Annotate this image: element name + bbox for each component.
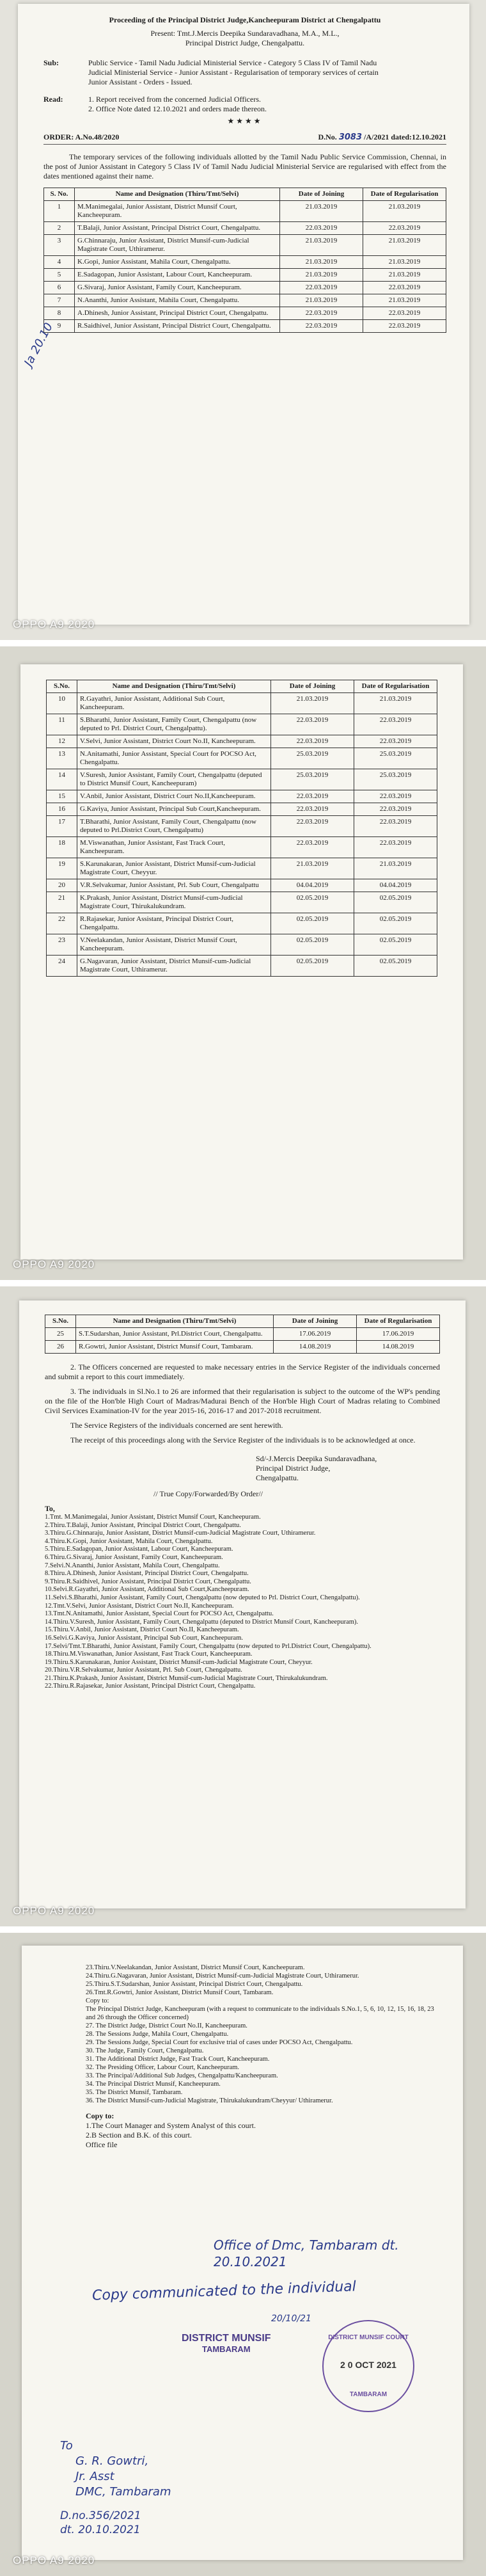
row-sno: 15 xyxy=(47,790,77,803)
recipient-item: 3.Thiru.G.Chinnaraju, Junior Assistant, District Munsif-cum-Judicial Magistrate Court, Uthiramerur. xyxy=(45,1530,316,1537)
table-body xyxy=(47,693,437,977)
table-body xyxy=(44,201,446,333)
recipient-list-continued xyxy=(86,1964,444,2105)
stamp-line: TAMBARAM xyxy=(201,2344,251,2354)
recipient-item: 16.Selvi.G.Kaviya, Junior Assistant, Principal Sub Court, Kancheepuram. xyxy=(45,1634,244,1642)
paragraph-3: 3. The individuals in Sl.No.1 to 26 are informed that their regularisation is subject to the outcome of the WP's pending on the file of the Hon'ble High Court of Madras/Madurai Bench of the Hon'ble High Court of Madras relating to Combined Civil Services Examination-IV for the year 2015-16, 2016-17 and 2017-2018 recruitment. xyxy=(45,1387,440,1415)
margin-handwritten-note: Ja 20.10 xyxy=(22,321,56,369)
header-name: Name and Designation (Thiru/Tmt/Selvi) xyxy=(76,1315,274,1328)
paragraph-acknowledge: The receipt of this proceedings along with the Service Register of the individuals is to be acknowledged at once. xyxy=(70,1436,416,1444)
recipient-item: 30. The Judge, Family Court, Chengalpattu. xyxy=(86,2047,204,2054)
header-joining: Date of Joining xyxy=(274,1315,357,1328)
hand-line: D.no.356/2021 xyxy=(60,2509,141,2522)
table-row xyxy=(44,294,446,307)
hand-line: G. R. Gowtri, xyxy=(75,2454,149,2468)
table-row xyxy=(47,956,437,977)
row-sno: 24 xyxy=(47,956,77,977)
table-body xyxy=(45,1328,440,1354)
table-row xyxy=(44,222,446,235)
row-date-regularisation: 22.03.2019 xyxy=(363,282,446,294)
header-sno: S.No. xyxy=(45,1315,76,1328)
recipient-item: 20.Thiru.V.R.Selvakumar, Junior Assistant, Prl. Sub Court, Chengalpattu. xyxy=(45,1667,242,1674)
recipient-item: 7.Selvi.N.Ananthi, Junior Assistant, Mahila Court, Chengalpattu. xyxy=(45,1562,220,1569)
copy-to-label: Copy to: xyxy=(86,2111,114,2120)
row-name-designation: V.Neelakandan, Junior Assistant, District Munsif Court, Kancheepuram. xyxy=(77,934,271,956)
document-page-3 xyxy=(19,1300,466,1908)
signature-block xyxy=(256,1454,440,1483)
row-name-designation: V.Anbil, Junior Assistant, District Court No.II,Kancheepuram. xyxy=(77,790,271,803)
row-date-regularisation: 22.03.2019 xyxy=(363,320,446,333)
stamp-line: DISTRICT MUNSIF xyxy=(182,2333,271,2344)
row-date-regularisation: 21.03.2019 xyxy=(354,858,437,879)
to-label: To, xyxy=(45,1504,55,1513)
document-page-2 xyxy=(20,664,463,1260)
table-row xyxy=(44,201,446,222)
photo-page-4 xyxy=(0,1933,486,2576)
recipient-item: 5.Thiru.E.Sadagopan, Junior Assistant, Labour Court, Kancheepuram. xyxy=(45,1546,233,1553)
paragraph-service-register: The Service Registers of the individuals concerned are sent herewith. xyxy=(70,1421,283,1430)
order-dno-handwritten: 3083 xyxy=(338,132,362,142)
table-row xyxy=(47,892,437,913)
subject-text: Public Service - Tamil Nadu Judicial Ministerial Service - Category 5 Class IV of Tamil Nadu Judicial Ministerial Service - Junior Assistant - Regularisation of temporary services of certain Junior Assistant - Orders - Issued. xyxy=(88,58,379,86)
table-row xyxy=(47,913,437,934)
table-row xyxy=(47,934,437,956)
row-name-designation: R.Rajasekar, Junior Assistant, Principal District Court, Chengalpattu. xyxy=(77,913,271,934)
row-name-designation: T.Balaji, Junior Assistant, Principal District Court, Chengalpattu. xyxy=(75,222,280,235)
row-sno: 11 xyxy=(47,714,77,735)
table-row xyxy=(44,269,446,282)
table-row xyxy=(45,1328,440,1341)
document-page-1: Proceeding of the Principal District Judge,Kancheepuram District at Chengalpattu Present: Tmt.J.Mercis Deepika Sundaravadhana, M.A., M.L., Principal District Judge, Chengalpattu. Sub: Public Service - Tamil Nadu Judicial Ministerial Service - Category 5 Class IV of Tamil Nadu Judicial Ministerial Service - Junior Assistant - Regularisation of temporary services of certain Junior Assistant - Orders - Issued. Read: 1. Report received from the concerned Judicial Officers. 2. Office Note dated 12.10.2021 and orders made thereon. ★★★★ ORDER: A.No.48/2020 D.No. 3083 /A/2021 dated:12.10.2021 The temporary services of the following individuals allotted by the Tamil Nadu Public Service Commission, Chennai, in the post of Junior Assistant in Category 5 Class IV of Tamil Nadu Judicial Ministerial Service are regularised with effect from the dates mentioned against their name. S. No. Name and Designation (Thiru/Tmt/Selvi) Date of Joining Date of Regularisation 1 M.Manimegalai, Junior Assistant, District Munsif Court, Kancheepuram. 21.03.2019 21.03.2019 2 T.Balaji, Junior Assistant, Principal District Court, Chengalpattu. 22.03.2019 22.03.2019 3 G.Chinnaraju, Junior Assistant, District Munsif-cum-Judicial Magistrate Court, Uthiramerur. 21.03.2019 21.03.2019 4 K.Gopi, Junior Assistant, Mahila Court, Chengalpattu. 21.03.2019 21.03.2019 5 E.Sadagopan, Junior Assistant, Labour Court, Kancheepuram. 21.03.2019 21.03.2019 6 G.Sivaraj, Junior Assistant, Family Court, Kancheepuram. 22.03.2019 22.03.2019 7 N.Ananthi, Junior Assistant, Mahila Court, Chengalpattu. 21.03.2019 21.03.2019 8 A.Dhinesh, Junior Assistant, Principal District Court, Chengalpattu. 22.03.2019 22.03.2019 9 R.Saidhivel, Junior Assistant, Principal District Court, Chengalpattu. 22.03.2019 22.03.2019 Ja 20.10 xyxy=(18,4,469,625)
recipient-item: 25.Thiru.S.T.Sudarshan, Junior Assistant, Principal District Court, Chengalpattu. xyxy=(86,1981,303,1988)
recipient-item: 13.Tmt.N.Anitamathi, Junior Assistant, Special Court for POCSO Act, Chengalpattu. xyxy=(45,1610,274,1618)
row-date-regularisation: 04.04.2019 xyxy=(354,879,437,892)
camera-watermark: OPPO A9 2020 xyxy=(13,2554,95,2566)
office-file: Office file xyxy=(86,2140,118,2149)
row-date-joining: 22.03.2019 xyxy=(271,790,354,803)
table-row xyxy=(44,256,446,269)
recipient-item: 34. The Principal District Munsif, Kancheepuram. xyxy=(86,2081,221,2088)
recipient-item: The Principal District Judge, Kancheepuram (with a request to communicate to the individuals S.No.1, 5, 6, 10, 12, 15, 16, 18, 23 and 26 through the Officer concerned) xyxy=(86,2006,434,2021)
recipient-item: 11.Selvi.S.Bharathi, Junior Assistant, Family Court, Chengalpattu (now deputed to Prl. District Court, Chengalpattu). xyxy=(45,1594,360,1601)
row-sno: 2 xyxy=(44,222,75,235)
header-name: Name and Designation (Thiru/Tmt/Selvi) xyxy=(77,680,271,693)
row-sno: 20 xyxy=(47,879,77,892)
row-date-regularisation: 17.06.2019 xyxy=(357,1328,440,1341)
row-date-regularisation: 02.05.2019 xyxy=(354,892,437,913)
recipient-item: 18.Thiru.M.Viswanathan, Junior Assistant, Fast Track Court, Kancheepuram. xyxy=(45,1651,253,1658)
handwritten-communication-note: Copy communicated to the individual xyxy=(91,2278,357,2304)
photo-page-2 xyxy=(0,646,486,1280)
table-row xyxy=(47,803,437,816)
table-row xyxy=(47,816,437,837)
recipient-item: 19.Thiru.S.Karunakaran, Junior Assistant, District Munsif-cum-Judicial Magistrate Court, Cheyyur. xyxy=(45,1658,313,1666)
row-name-designation: S.T.Sudarshan, Junior Assistant, Prl.District Court, Chengalpattu. xyxy=(76,1328,274,1341)
regularisation-table-2 xyxy=(46,680,437,977)
table-row xyxy=(44,282,446,294)
row-date-joining: 22.03.2019 xyxy=(271,735,354,748)
hand-line: To xyxy=(60,2439,73,2452)
header-name: Name and Designation (Thiru/Tmt/Selvi) xyxy=(75,188,280,201)
recipient-item: Copy to: xyxy=(86,1997,109,2004)
table-header-row xyxy=(44,188,446,201)
recipient-item: 26.Tmt.R.Gowtri, Junior Assistant, District Munsif Court, Tambaram. xyxy=(86,1989,274,1996)
read-list xyxy=(88,95,446,114)
row-name-designation: M.Manimegalai, Junior Assistant, District Munsif Court, Kancheepuram. xyxy=(75,201,280,222)
hand-line: DMC, Tambaram xyxy=(75,2485,171,2499)
copy-to-item: 2.B Section and B.K. of this court. xyxy=(86,2131,192,2140)
row-date-joining: 21.03.2019 xyxy=(280,201,363,222)
row-sno: 16 xyxy=(47,803,77,816)
row-date-regularisation: 25.03.2019 xyxy=(354,748,437,769)
row-date-regularisation: 02.05.2019 xyxy=(354,913,437,934)
row-name-designation: N.Ananthi, Junior Assistant, Mahila Court, Chengalpattu. xyxy=(75,294,280,307)
row-sno: 26 xyxy=(45,1341,76,1354)
header-regularisation: Date of Regularisation xyxy=(363,188,446,201)
row-name-designation: K.Prakash, Junior Assistant, District Munsif-cum-Judicial Magistrate Court, Thirukalukundram. xyxy=(77,892,271,913)
row-date-joining: 04.04.2019 xyxy=(271,879,354,892)
row-date-joining: 22.03.2019 xyxy=(280,222,363,235)
row-date-joining: 21.03.2019 xyxy=(271,858,354,879)
header-regularisation: Date of Regularisation xyxy=(357,1315,440,1328)
table-row xyxy=(47,879,437,892)
header-sno: S. No. xyxy=(44,188,75,201)
present-line: Present: Tmt.J.Mercis Deepika Sundaravadhana, M.A., M.L., xyxy=(150,29,340,38)
row-date-regularisation: 22.03.2019 xyxy=(354,714,437,735)
recipient-item: 10.Selvi.R.Gayathri, Junior Assistant, Additional Sub Court,Kancheepuram. xyxy=(45,1586,249,1594)
header-regularisation: Date of Regularisation xyxy=(354,680,437,693)
row-date-joining: 21.03.2019 xyxy=(271,693,354,714)
row-sno: 12 xyxy=(47,735,77,748)
row-name-designation: R.Saidhivel, Junior Assistant, Principal District Court, Chengalpattu. xyxy=(75,320,280,333)
row-sno: 25 xyxy=(45,1328,76,1341)
signature-line: Principal District Judge, xyxy=(256,1464,331,1473)
recipient-item: 36. The District Munsif-cum-Judicial Magistrate, Thirukalukundram/Cheyyur/ Uthiramerur. xyxy=(86,2097,333,2104)
row-sno: 8 xyxy=(44,307,75,320)
row-name-designation: R.Gowtri, Junior Assistant, District Munsif Court, Tambaram. xyxy=(76,1341,274,1354)
order-number: ORDER: A.No.48/2020 xyxy=(43,132,120,141)
row-date-joining: 22.03.2019 xyxy=(280,320,363,333)
row-name-designation: M.Viswanathan, Junior Assistant, Fast Track Court, Kancheepuram. xyxy=(77,837,271,858)
document-page-4 xyxy=(22,1946,463,2560)
row-sno: 14 xyxy=(47,769,77,790)
camera-watermark: OPPO A9 2020 xyxy=(13,618,95,630)
row-sno: 9 xyxy=(44,320,75,333)
copy-to-item: 1.The Court Manager and System Analyst of this court. xyxy=(86,2121,256,2130)
row-date-joining: 02.05.2019 xyxy=(271,892,354,913)
signature-line: Sd/-J.Mercis Deepika Sundaravadhana, xyxy=(256,1454,377,1463)
row-sno: 7 xyxy=(44,294,75,307)
row-date-joining: 17.06.2019 xyxy=(274,1328,357,1341)
table-row xyxy=(47,693,437,714)
row-date-regularisation: 22.03.2019 xyxy=(363,307,446,320)
row-name-designation: V.Suresh, Junior Assistant, Family Court, Chengalpattu (deputed to District Munsif Court, Kancheepuram) xyxy=(77,769,271,790)
row-sno: 17 xyxy=(47,816,77,837)
seal-bottom-text: TAMBARAM xyxy=(349,2391,388,2398)
table-header-row xyxy=(47,680,437,693)
proceeding-heading: Proceeding of the Principal District Judge,Kancheepuram District at Chengalpattu xyxy=(109,15,381,24)
recipient-item: 27. The District Judge, District Court No.II, Kancheepuram. xyxy=(86,2022,247,2029)
row-date-regularisation: 22.03.2019 xyxy=(354,790,437,803)
row-name-designation: G.Chinnaraju, Junior Assistant, District Munsif-cum-Judicial Magistrate Court, Uthiramerur. xyxy=(75,235,280,256)
recipient-item: 2.Thiru.T.Balaji, Junior Assistant, Principal District Court, Chengalpattu. xyxy=(45,1521,241,1529)
signature-line: Chengalpattu. xyxy=(256,1473,299,1482)
row-date-regularisation: 21.03.2019 xyxy=(363,235,446,256)
recipient-item: 21.Thiru.K.Prakash, Junior Assistant, District Munsif-cum-Judicial Magistrate Court, Thirukalukundram. xyxy=(45,1674,328,1682)
table-header-row xyxy=(45,1315,440,1328)
row-date-regularisation: 25.03.2019 xyxy=(354,769,437,790)
row-sno: 22 xyxy=(47,913,77,934)
row-sno: 5 xyxy=(44,269,75,282)
row-date-joining: 22.03.2019 xyxy=(280,282,363,294)
row-name-designation: G.Kaviya, Junior Assistant, Principal Sub Court,Kancheepuram. xyxy=(77,803,271,816)
row-date-regularisation: 21.03.2019 xyxy=(363,269,446,282)
recipient-item: 28. The Sessions Judge, Mahila Court, Chengalpattu. xyxy=(86,2031,229,2038)
hand-line: Jr. Asst xyxy=(75,2470,114,2483)
subject-block xyxy=(43,58,446,87)
table-row xyxy=(45,1341,440,1354)
row-date-regularisation: 22.03.2019 xyxy=(363,222,446,235)
table-row xyxy=(47,769,437,790)
order-body: The temporary services of the following individuals allotted by the Tamil Nadu Public Service Commission, Chennai, in the post of Junior Assistant in Category 5 Class IV of Tamil Nadu Judicial Ministerial Service are regularised with effect from the dates mentioned against their name. xyxy=(43,152,446,180)
row-date-regularisation: 21.03.2019 xyxy=(363,294,446,307)
subject-label: Sub: xyxy=(43,58,59,67)
row-date-joining: 21.03.2019 xyxy=(280,294,363,307)
row-date-joining: 22.03.2019 xyxy=(271,803,354,816)
handwritten-initial: 20/10/21 xyxy=(271,2314,311,2324)
recipient-item: 9.Thiru.R.Saidhivel, Junior Assistant, Principal District Court, Chengalpattu. xyxy=(45,1578,251,1585)
order-date: /A/2021 dated:12.10.2021 xyxy=(364,132,446,141)
read-block xyxy=(43,95,446,114)
header-joining: Date of Joining xyxy=(280,188,363,201)
row-sno: 13 xyxy=(47,748,77,769)
row-sno: 23 xyxy=(47,934,77,956)
read-label: Read: xyxy=(43,95,63,104)
recipient-item: 15.Thiru.V.Anbil, Junior Assistant, District Court No.II, Kancheepuram. xyxy=(45,1626,239,1634)
order-dno-label: D.No. xyxy=(318,132,337,141)
row-name-designation: S.Karunakaran, Junior Assistant, District Munsif-cum-Judicial Magistrate Court, Cheyyur. xyxy=(77,858,271,879)
photo-page-3 xyxy=(0,1286,486,1926)
read-item: 2. Office Note dated 12.10.2021 and orders made thereon. xyxy=(88,104,267,113)
handwritten-dno xyxy=(60,2509,141,2537)
row-sno: 4 xyxy=(44,256,75,269)
handwritten-office-note: Office of Dmc, Tambaram dt. 20.10.2021 xyxy=(214,2237,399,2269)
table-row xyxy=(47,748,437,769)
row-date-regularisation: 21.03.2019 xyxy=(363,256,446,269)
row-date-regularisation: 22.03.2019 xyxy=(354,803,437,816)
row-date-joining: 25.03.2019 xyxy=(271,748,354,769)
row-name-designation: G.Nagavaran, Junior Assistant, District Munsif-cum-Judicial Magistrate Court, Uthiramerur. xyxy=(77,956,271,977)
recipient-item: 14.Thiru.V.Suresh, Junior Assistant, Family Court, Chengalpattu (deputed to District Munsif Court, Kancheepuram). xyxy=(45,1618,359,1626)
row-sno: 3 xyxy=(44,235,75,256)
recipient-item: 23.Thiru.V.Neelakandan, Junior Assistant, District Munsif Court, Kancheepuram. xyxy=(86,1964,305,1971)
regularisation-table-1 xyxy=(43,188,446,333)
recipient-item: 31. The Additional District Judge, Fast Track Court, Kancheepuram. xyxy=(86,2056,270,2063)
row-date-joining: 02.05.2019 xyxy=(271,913,354,934)
table-row xyxy=(44,320,446,333)
row-date-regularisation: 21.03.2019 xyxy=(354,693,437,714)
row-name-designation: R.Gayathri, Junior Assistant, Additional Sub Court, Kancheepuram. xyxy=(77,693,271,714)
recipient-item: 24.Thiru.G.Nagavaran, Junior Assistant, District Munsif-cum-Judicial Magistrate Court, Uthiramerur. xyxy=(86,1972,359,1980)
table-row xyxy=(47,735,437,748)
row-date-regularisation: 21.03.2019 xyxy=(363,201,446,222)
table-row xyxy=(47,858,437,879)
row-name-designation: V.Selvi, Junior Assistant, District Court No.II, Kancheepuram. xyxy=(77,735,271,748)
row-date-joining: 25.03.2019 xyxy=(271,769,354,790)
row-date-joining: 22.03.2019 xyxy=(280,307,363,320)
table-row xyxy=(44,235,446,256)
row-date-joining: 21.03.2019 xyxy=(280,269,363,282)
row-sno: 21 xyxy=(47,892,77,913)
recipient-item: 17.Selvi/Tmt.T.Bharathi, Junior Assistant, Family Court, Chengalpattu (now deputed to Prl.District Court, Chengalpattu). xyxy=(45,1642,372,1650)
row-date-regularisation: 02.05.2019 xyxy=(354,934,437,956)
recipient-list xyxy=(45,1514,440,1691)
header-sno: S.No. xyxy=(47,680,77,693)
read-item: 1. Report received from the concerned Judicial Officers. xyxy=(88,95,261,104)
row-name-designation: G.Sivaraj, Junior Assistant, Family Court, Kancheepuram. xyxy=(75,282,280,294)
table-row xyxy=(47,837,437,858)
order-line xyxy=(43,132,446,145)
header-joining: Date of Joining xyxy=(271,680,354,693)
row-date-joining: 21.03.2019 xyxy=(280,235,363,256)
recipient-item: 12.Tmt.V.Selvi, Junior Assistant, District Court No.II, Kancheepuram. xyxy=(45,1602,234,1610)
row-sno: 18 xyxy=(47,837,77,858)
row-name-designation: K.Gopi, Junior Assistant, Mahila Court, Chengalpattu. xyxy=(75,256,280,269)
court-seal xyxy=(322,2320,414,2412)
row-name-designation: E.Sadagopan, Junior Assistant, Labour Court, Kancheepuram. xyxy=(75,269,280,282)
recipient-item: 32. The Presiding Officer, Labour Court, Kancheepuram. xyxy=(86,2064,240,2071)
recipient-item: 8.Thiru.A.Dhinesh, Junior Assistant, Principal District Court, Chengalpattu. xyxy=(45,1570,249,1578)
row-sno: 6 xyxy=(44,282,75,294)
camera-watermark: OPPO A9 2020 xyxy=(13,1258,95,1270)
row-name-designation: A.Dhinesh, Junior Assistant, Principal District Court, Chengalpattu. xyxy=(75,307,280,320)
row-date-regularisation: 14.08.2019 xyxy=(357,1341,440,1354)
row-date-joining: 14.08.2019 xyxy=(274,1341,357,1354)
row-sno: 19 xyxy=(47,858,77,879)
photo-page-1 xyxy=(0,0,486,640)
row-sno: 1 xyxy=(44,201,75,222)
table-row xyxy=(47,714,437,735)
row-date-joining: 22.03.2019 xyxy=(271,714,354,735)
row-date-joining: 22.03.2019 xyxy=(271,837,354,858)
regularisation-table-3 xyxy=(45,1315,440,1354)
row-name-designation: N.Anitamathi, Junior Assistant, Special Court for POCSO Act, Chengalpattu. xyxy=(77,748,271,769)
row-date-joining: 02.05.2019 xyxy=(271,956,354,977)
row-date-regularisation: 22.03.2019 xyxy=(354,837,437,858)
row-date-regularisation: 22.03.2019 xyxy=(354,816,437,837)
hand-line: dt. 20.10.2021 xyxy=(60,2524,141,2536)
recipient-item: 22.Thiru.R.Rajasekar, Junior Assistant, Principal District Court, Chengalpattu. xyxy=(45,1683,256,1690)
district-munsif-stamp xyxy=(182,2333,271,2354)
row-sno: 10 xyxy=(47,693,77,714)
recipient-item: 33. The Principal/Additional Sub Judges, Chengalpattu/Kancheepuram. xyxy=(86,2072,278,2079)
recipient-item: 29. The Sessions Judge, Special Court for exclusive trial of cases under POCSO Act, Chengalpattu. xyxy=(86,2039,353,2046)
row-date-regularisation: 22.03.2019 xyxy=(354,735,437,748)
camera-watermark: OPPO A9 2020 xyxy=(13,1905,95,1917)
row-name-designation: S.Bharathi, Junior Assistant, Family Court, Chengalpattu (now deputed to Prl. District Court, Chengalpattu). xyxy=(77,714,271,735)
row-date-joining: 02.05.2019 xyxy=(271,934,354,956)
paragraph-2: 2. The Officers concerned are requested to make necessary entries in the Service Register of the individuals concerned and submit a report to this court immediately. xyxy=(45,1363,440,1381)
handwritten-addressee xyxy=(60,2438,171,2500)
row-date-regularisation: 02.05.2019 xyxy=(354,956,437,977)
seal-top-text: DISTRICT MUNSIF COURT xyxy=(328,2334,409,2341)
true-copy-line: // True Copy/Forwarded/By Order// xyxy=(153,1489,263,1498)
recipient-item: 6.Thiru.G.Sivaraj, Junior Assistant, Family Court, Kancheepuram. xyxy=(45,1553,223,1561)
table-row xyxy=(44,307,446,320)
row-name-designation: V.R.Selvakumar, Junior Assistant, Prl. Sub Court, Chengalpattu xyxy=(77,879,271,892)
row-date-joining: 22.03.2019 xyxy=(271,816,354,837)
recipient-item: 4.Thiru.K.Gopi, Junior Assistant, Mahila Court, Chengalpattu. xyxy=(45,1537,213,1545)
row-date-joining: 21.03.2019 xyxy=(280,256,363,269)
recipient-item: 35. The District Munsif, Tambaram. xyxy=(86,2089,183,2096)
row-name-designation: T.Bharathi, Junior Assistant, Family Court, Chengalpattu (now deputed to Prl.District Court, Chengalpattu) xyxy=(77,816,271,837)
present-title: Principal District Judge, Chengalpattu. xyxy=(185,38,305,47)
seal-date: 2 0 OCT 2021 xyxy=(340,2360,396,2370)
table-row xyxy=(47,790,437,803)
recipient-item: 1.Tmt. M.Manimegalai, Junior Assistant, District Munsif Court, Kancheepuram. xyxy=(45,1514,261,1521)
